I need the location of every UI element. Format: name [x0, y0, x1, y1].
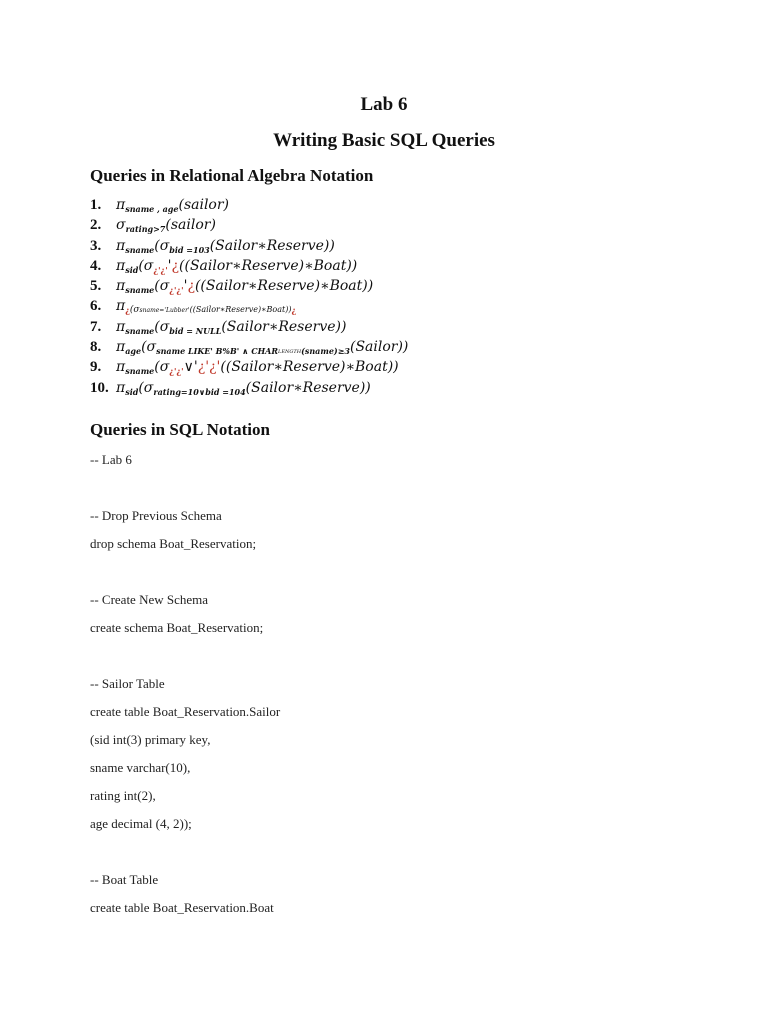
- query-number: 5.: [90, 278, 102, 295]
- broken-glyph: ¿: [125, 305, 130, 316]
- sql-line: -- Drop Previous Schema: [90, 508, 222, 523]
- sql-line: create table Boat_Reservation.Boat: [90, 900, 274, 915]
- query-number: 8.: [90, 339, 102, 356]
- sql-line: -- Boat Table: [90, 872, 159, 887]
- query-number: 7.: [90, 318, 102, 335]
- sql-line: (sid int(3) primary key,: [90, 732, 211, 747]
- query-item: [90, 217, 408, 237]
- section-heading-relational: Queries in Relational Algebra Notation: [90, 166, 374, 185]
- query-expression: [116, 380, 371, 397]
- query-number: 1.: [90, 197, 102, 213]
- expression-body: (σ: [154, 237, 170, 254]
- expression-body: ': [183, 278, 188, 295]
- subscript: LENGTH: [278, 349, 302, 356]
- query-item: [90, 359, 408, 379]
- query-number: 4.: [90, 257, 102, 274]
- query-expression: [116, 197, 229, 214]
- query-item: [90, 238, 408, 258]
- pi-symbol: π: [116, 318, 126, 335]
- expression-body: (σ: [154, 318, 170, 335]
- query-expression: [116, 217, 216, 234]
- section-heading-sql: Queries in SQL Notation: [90, 420, 270, 439]
- subscript: (sname)≥3: [301, 346, 350, 357]
- broken-glyph: ¿: [291, 305, 297, 316]
- subscript: sid: [125, 386, 139, 397]
- sql-line: -- Create New Schema: [90, 592, 209, 607]
- sql-line: -- Lab 6: [90, 452, 132, 467]
- query-number: 6.: [90, 298, 102, 315]
- expression-body: ((Sailor∗Reserve)∗Boat)): [179, 257, 358, 274]
- expression-body: (σ: [141, 339, 157, 356]
- page-title: Writing Basic SQL Queries: [273, 130, 495, 151]
- broken-glyph: ¿'¿': [169, 285, 184, 296]
- sql-line: drop schema Boat_Reservation;: [90, 536, 257, 551]
- query-number: 9.: [90, 359, 102, 376]
- subscript: sname: [125, 325, 155, 336]
- query-item: [90, 298, 408, 318]
- expression-body: (Sailor∗Reserve)): [221, 318, 347, 335]
- pi-symbol: π: [116, 257, 126, 274]
- query-expression: [116, 339, 408, 356]
- sql-line: create schema Boat_Reservation;: [90, 620, 264, 635]
- query-number: 10.: [90, 379, 109, 396]
- subscript: rating=10∨bid =104: [153, 386, 246, 397]
- expression-body: (sailor): [178, 197, 230, 213]
- subscript: ((Sailor∗Reserve)∗Boat)): [189, 305, 292, 315]
- subscript: sname , age: [125, 204, 179, 214]
- pi-symbol: π: [116, 298, 126, 315]
- subscript: age: [125, 346, 142, 357]
- broken-glyph: ¿: [187, 278, 195, 295]
- query-expression: [116, 258, 357, 275]
- expression-body: (σ: [154, 359, 170, 376]
- expression-body: (Sailor∗Reserve)): [209, 237, 335, 254]
- expression-body: ': [167, 257, 172, 274]
- broken-glyph: ¿'¿': [169, 366, 184, 377]
- query-number: 2.: [90, 217, 102, 234]
- query-expression: [116, 319, 346, 336]
- lab-title: Lab 6: [360, 94, 408, 115]
- expression-body: (sailor): [165, 217, 216, 234]
- broken-glyph: ¿'¿': [153, 264, 168, 275]
- pi-symbol: π: [116, 359, 126, 376]
- subscript: sname: [125, 244, 155, 255]
- subscript: sname LIKE' B%B' ∧ CHAR: [156, 346, 279, 357]
- subscript: sname: [125, 366, 155, 377]
- query-expression: [116, 298, 296, 315]
- expression-body: (Sailor∗Reserve)): [245, 379, 371, 396]
- query-item: [90, 339, 408, 359]
- pi-symbol: π: [116, 197, 126, 213]
- sigma-symbol: σ: [116, 217, 126, 234]
- query-item: [90, 278, 408, 298]
- query-item: [90, 197, 408, 217]
- pi-symbol: π: [116, 379, 126, 396]
- pi-symbol: π: [116, 339, 126, 356]
- sql-line: rating int(2),: [90, 788, 156, 803]
- sql-line: age decimal (4, 2));: [90, 816, 192, 831]
- query-number: 3.: [90, 237, 102, 254]
- query-item: [90, 380, 408, 400]
- query-expression: [116, 278, 373, 295]
- pi-symbol: π: [116, 278, 126, 295]
- expression-body: (σ: [154, 278, 170, 295]
- query-expression: [116, 359, 399, 376]
- pi-symbol: π: [116, 237, 126, 254]
- expression-body: (σ: [138, 257, 154, 274]
- subscript: sname='Lubber': [139, 307, 190, 315]
- subscript: (σ: [129, 305, 140, 316]
- relational-query-list: [90, 197, 408, 400]
- broken-glyph: ¿: [171, 257, 180, 274]
- sql-line: create table Boat_Reservation.Sailor: [90, 704, 281, 719]
- sql-line: -- Sailor Table: [90, 676, 165, 691]
- subscript: sid: [125, 264, 139, 275]
- subscript: bid = NULL: [169, 325, 222, 336]
- subscript: rating>7: [125, 224, 166, 235]
- sql-line: sname varchar(10),: [90, 760, 191, 775]
- expression-body: (σ: [138, 379, 154, 396]
- expression-body: ((Sailor∗Reserve)∗Boat)): [220, 359, 399, 376]
- broken-glyph: ¿'¿': [197, 359, 221, 376]
- subscript: bid =103: [169, 244, 210, 255]
- query-expression: [116, 238, 335, 255]
- expression-body: (Sailor)): [349, 339, 409, 356]
- expression-body: ∨': [183, 359, 198, 376]
- query-item: [90, 319, 408, 339]
- expression-body: ((Sailor∗Reserve)∗Boat)): [194, 278, 374, 295]
- query-item: [90, 258, 408, 278]
- subscript: sname: [125, 285, 155, 296]
